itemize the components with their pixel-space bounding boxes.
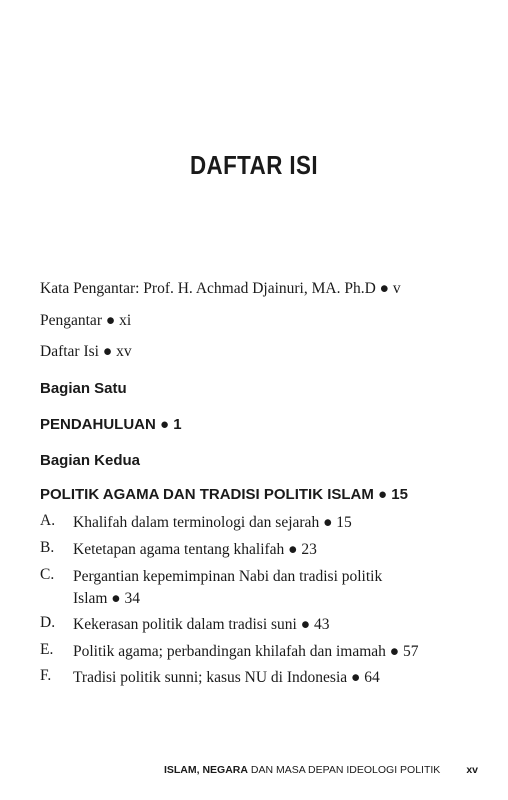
subentry-text: Ketetapan agama tentang khalifah ● 23	[73, 541, 317, 558]
footer-title-bold: ISLAM, NEGARA	[163, 764, 248, 776]
subentry-text: Politik agama; perbandingan khilafah dan imamah ● 57	[73, 643, 419, 660]
subentry-letter: F.	[40, 667, 52, 684]
part-two-label: Bagian Kedua	[40, 452, 141, 469]
subentry-letter: E.	[40, 641, 54, 658]
footer-title-rest: DAN MASA DEPAN IDEOLOGI POLITIK	[247, 764, 441, 776]
chapter-pendahuluan: PENDAHULUAN ● 1	[40, 416, 182, 433]
part-one-label: Bagian Satu	[40, 380, 127, 397]
running-footer	[0, 764, 478, 776]
subentry-letter: C.	[40, 566, 55, 583]
subentry-text: Kekerasan politik dalam tradisi suni ● 43	[73, 616, 330, 633]
toc-entry-daftar-isi: Daftar Isi ● xv	[40, 343, 132, 360]
subentry-text: Khalifah dalam terminologi dan sejarah ● 15	[73, 514, 352, 531]
subentry-letter: B.	[40, 539, 55, 556]
page-number: xv	[466, 764, 478, 776]
subentry-text: Pergantian kepemimpinan Nabi dan tradisi politik Islam ● 34	[73, 568, 383, 607]
toc-entry-pengantar: Pengantar ● xi	[40, 312, 132, 329]
subentry-text: Tradisi politik sunni; kasus NU di Indonesia ● 64	[73, 669, 380, 686]
toc-entry-kata-pengantar: Kata Pengantar: Prof. H. Achmad Djainuri, MA. Ph.D ● v	[40, 280, 401, 297]
page-title: DAFTAR ISI	[189, 150, 319, 180]
subentry-letter: A.	[40, 512, 56, 529]
chapter-politik-agama: POLITIK AGAMA DAN TRADISI POLITIK ISLAM ● 15	[40, 486, 408, 503]
subentry-letter: D.	[40, 614, 56, 631]
